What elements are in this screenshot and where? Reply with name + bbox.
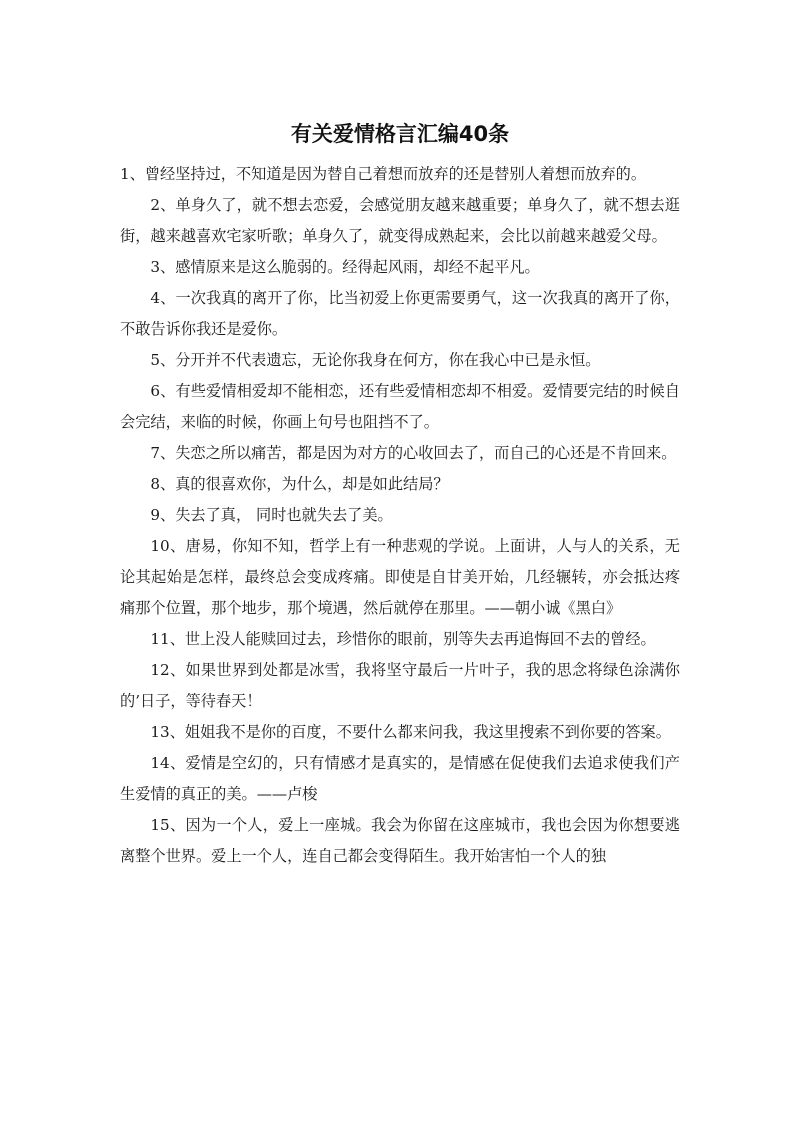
paragraph-6: 6、有些爱情相爱却不能相恋，还有些爱情相恋却不相爱。爱情要完结的时候自会完结，来临的时候，你画上句号也阻挡不了。 xyxy=(120,382,680,431)
paragraph-5: 5、分开并不代表遗忘，无论你我身在何方，你在我心中已是永恒。 xyxy=(150,351,601,369)
paragraph-3: 3、感情原来是这么脆弱的。经得起风雨，却经不起平凡。 xyxy=(150,258,540,276)
document-title: 有关爱情格言汇编40条 xyxy=(290,122,510,146)
paragraph-11: 11、世上没人能赎回过去，珍惜你的眼前，别等失去再追悔回不去的曾经。 xyxy=(150,630,656,648)
paragraph-12: 12、如果世界到处都是冰雪，我将坚守最后一片叶子，我的思念将绿色涂满你的’日子，等待春天！ xyxy=(120,661,680,710)
paragraph-14: 14、爱情是空幻的，只有情感才是真实的，是情感在促使我们去追求使我们产生爱情的真正的美。——卢梭 xyxy=(120,754,680,803)
paragraph-10: 10、唐易，你知不知，哲学上有一种悲观的学说。上面讲，人与人的关系，无论其起始是怎样，最终总会变成疼痛。即使是自甘美开始，几经辗转，亦会抵达疼痛那个位置，那个地步，那个境遇，然后就停在那里。——朝小诚《黑白》 xyxy=(120,537,680,617)
paragraph-7: 7、失恋之所以痛苦，都是因为对方的心收回去了，而自己的心还是不肯回来。 xyxy=(150,444,677,462)
paragraph-1: 1、曾经坚持过，不知道是因为替自己着想而放弃的还是替别人着想而放弃的。 xyxy=(120,165,647,183)
document-body xyxy=(120,159,680,872)
paragraph-4: 4、一次我真的离开了你，比当初爱上你更需要勇气，这一次我真的离开了你，不敢告诉你我还是爱你。 xyxy=(120,289,680,338)
paragraph-13: 13、姐姐我不是你的百度，不要什么都来问我，我这里搜索不到你要的答案。 xyxy=(150,723,671,741)
paragraph-8: 8、真的很喜欢你，为什么，却是如此结局？ xyxy=(150,475,449,493)
paragraph-15: 15、因为一个人，爱上一座城。我会为你留在这座城市，我也会因为你想要逃离整个世界。爱上一个人，连自己都会变得陌生。我开始害怕一个人的独 xyxy=(120,816,680,865)
paragraph-9: 9、失去了真， 同时也就失去了美。 xyxy=(150,506,393,524)
paragraph-2: 2、单身久了，就不想去恋爱，会感觉朋友越来越重要；单身久了，就不想去逛街，越来越喜欢宅家听歌；单身久了，就变得成熟起来，会比以前越来越爱父母。 xyxy=(120,196,680,245)
